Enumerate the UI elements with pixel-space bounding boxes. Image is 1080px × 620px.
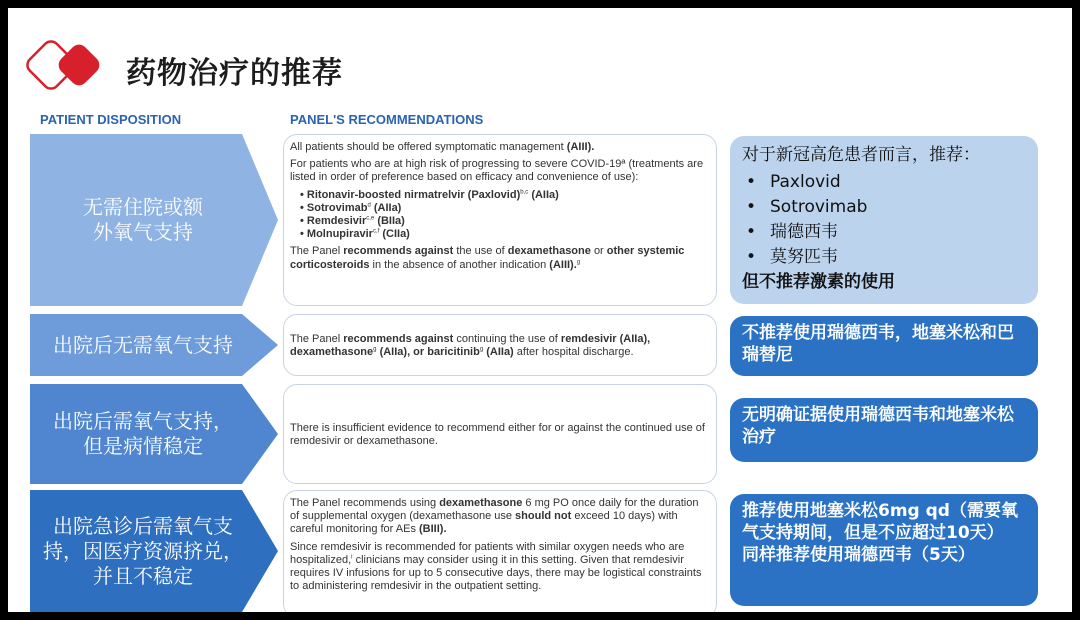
chinese-summary-note: 对于新冠高危患者而言，推荐： • Paxlovid • Sotrovimab • 瑞德西韦 • 莫努匹韦 但不推荐激素的使用 bbox=[730, 136, 1038, 304]
list-item: • 瑞德西韦 bbox=[742, 221, 1026, 244]
recommendation-panel: There is insufficient evidence to recommend either for or against the continued use of remdesivir or dexamethasone. bbox=[283, 384, 717, 484]
disposition-label: 出院后需氧气支持， 但是病情稳定 bbox=[53, 409, 233, 458]
recommendation-row-3 bbox=[8, 384, 1072, 484]
recommendation-row-1 bbox=[8, 134, 1072, 306]
recommendation-panel: The Panel recommends using dexamethasone 6 mg PO once daily for the duration of supplemental oxygen (dexamethasone use should not exceed 10 days) with careful monitoring for AEs (BIII). Since remdesivir is recommended for patients with similar oxygen needs who are hospitalized,$^i$ clinicians may consider using it in this setting. Given that remdesivir requires IV infusions for up to 5 consecutive days, there may be logistical constraints to administering remdesivir in the outpatient setting. bbox=[283, 490, 717, 612]
chinese-summary-note: 推荐使用地塞米松6mg qd（需要氧气支持期间，但是不应超过10天） 同样推荐使用瑞德西韦（5天） bbox=[730, 494, 1038, 606]
chinese-summary-note: 无明确证据使用瑞德西韦和地塞米松治疗 bbox=[730, 398, 1038, 462]
logo-icon bbox=[22, 36, 112, 96]
header-panel-recommendations: PANEL'S RECOMMENDATIONS bbox=[290, 112, 484, 127]
recommendation-row-4 bbox=[8, 490, 1072, 612]
page-title: 药物治疗的推荐 bbox=[126, 56, 343, 91]
recommendation-panel: All patients should be offered symptomatic management (AIII). For patients who are at high risk of progressing to severe COVID-19ª (treatments are listed in order of preference based on efficacy and convenience of use): • Ritonavir-boosted nirmatrelvir (Paxlovid)$^{b,c}$ (AIIa) • Sotrovimab$^d$ (AIIa) • Remdesivir$^{c,e}$ (BIIa) • Molnupiravir$^{c,f}$ (CIIa) The Panel recommends against the use of dexamethasone or other systemic corticosteroids in the absence of another indication (AIII).$^g$ bbox=[283, 134, 717, 306]
disposition-label: 无需住院或额 外氧气支持 bbox=[83, 195, 203, 244]
list-item: • Paxlovid bbox=[742, 171, 1026, 194]
recommendation-panel: The Panel recommends against continuing the use of remdesivir (AIIa), dexamethasone$^g$ (AIIa), or baricitinib$^g$ (AIIa) after hospital discharge. bbox=[283, 314, 717, 376]
chinese-summary-note: 不推荐使用瑞德西韦，地塞米松和巴瑞替尼 bbox=[730, 316, 1038, 376]
header-patient-disposition: PATIENT DISPOSITION bbox=[40, 112, 182, 127]
disposition-label: 出院急诊后需氧气支 持，因医疗资源挤兑， 并且不稳定 bbox=[43, 513, 243, 588]
list-item: • 莫努匹韦 bbox=[742, 246, 1026, 269]
slide bbox=[8, 8, 1072, 612]
disposition-label: 出院后无需氧气支持 bbox=[53, 332, 233, 357]
list-item: • Sotrovimab bbox=[742, 196, 1026, 219]
recommendation-row-2 bbox=[8, 314, 1072, 376]
